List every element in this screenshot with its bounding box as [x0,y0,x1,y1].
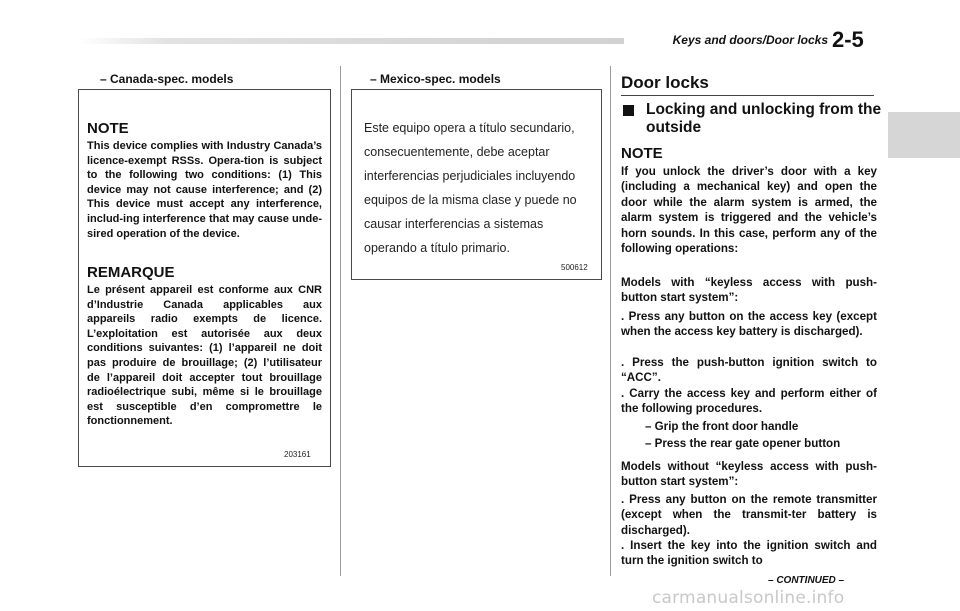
section-rule [621,95,874,96]
note-intro: If you unlock the driver’s door with a key (including a mechanical key) and open the door while the alarm system is armed, the alarm system is triggered and the vehicle’s horn sounds. In this case, perform any of the following operations: [621,165,877,256]
figure-id: 203161 [284,450,311,459]
canada-heading: – Canada-spec. models [100,72,234,86]
remarque-text: Le présent appareil est conforme aux CNR d’Industrie Canada applicables aux appareils radio exempts de licence. L’exploitation est autorisée aux deux conditions suivantes: (1) l’appareil ne doit pas produire de brouillage; (2) l’utilisateur de l’appareil doit accepter tout brouillage radioélectrique subi, même si le brouillage est susceptible d’en compromettre le fonctionnement. [87,284,322,428]
section-title: Door locks [621,73,709,92]
note-title: NOTE [621,145,663,162]
list-item [621,492,877,538]
mexico-line: Este equipo opera a título secundario, [364,121,575,135]
mexico-line: consecuentemente, debe aceptar [364,145,550,159]
mexico-line: operando a título primario. [364,241,510,255]
note-title: NOTE [87,120,129,137]
procedure-item: – Grip the front door handle [645,420,799,433]
square-bullet-icon [623,105,634,116]
column-divider-right [610,66,611,576]
list-item-text: Press any button on the access key (except when the access key battery is discharged). [621,310,877,339]
mexico-line: causar interferencias a sistemas [364,217,544,231]
subsection-title: Locking and unlocking from the outside [646,101,882,136]
keyless-heading: Models with “keyless access with push-button start system”: [621,276,877,305]
list-item [621,538,877,569]
mexico-heading: – Mexico-spec. models [370,72,501,86]
list-item [621,309,877,340]
header-title: Keys and doors/Door locks [624,33,828,47]
bullet-marker: . [621,310,625,323]
bullet-marker: . [621,356,625,369]
bullet-marker: . [621,539,625,552]
column-divider-left [340,66,341,576]
page-number: 2-5 [832,27,864,52]
procedure-item: – Press the rear gate opener button [645,437,841,450]
remarque-title: REMARQUE [87,264,175,281]
list-item-text: Press the push-button ignition switch to “ACC”. [621,356,877,385]
list-item [621,386,877,417]
nonkeyless-heading: Models without “keyless access with push-button start system”: [621,460,877,489]
list-item-text: Press any button on the remote transmitter (except when the transmit-ter battery is discharged). [621,493,877,537]
list-item-text: Carry the access key and perform either of the following procedures. [621,387,877,416]
list-item [621,355,877,386]
watermark-text: carmanualsonline.info [652,588,845,608]
list-item-text: Insert the key into the ignition switch and turn the ignition switch to [621,539,877,568]
mexico-line: equipos de la misma clase y puede no [364,193,577,207]
note-text: This device complies with Industry Canada’s licence-exempt RSSs. Opera-tion is subject to the following two conditions: (1) This device may not cause interference; and (2) This device must accept any interference, includ-ing interference that may cause unde-sired operation of the device. [87,140,322,240]
continued-label: – CONTINUED – [768,575,845,586]
mexico-line: interferencias perjudiciales incluyendo [364,169,576,183]
bullet-marker: . [621,387,625,400]
canada-notice-box [78,89,331,467]
section-side-tab [888,112,960,158]
bullet-marker: . [621,493,625,506]
figure-id: 500612 [561,263,588,272]
